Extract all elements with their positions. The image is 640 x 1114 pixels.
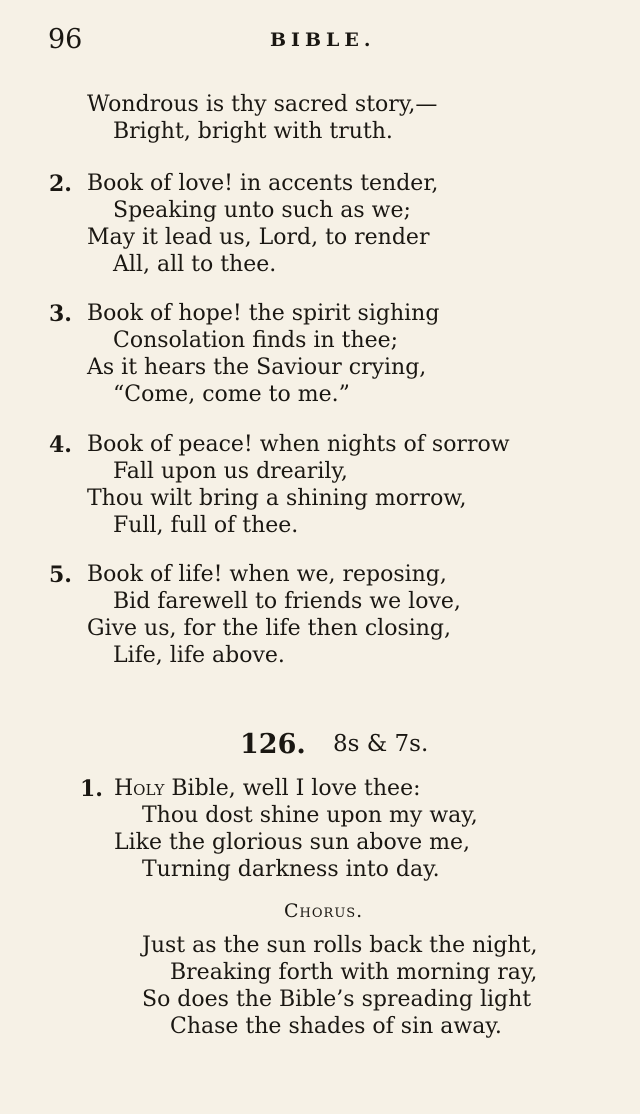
verse-line: Give us, for the life then closing, — [87, 616, 452, 641]
hymn-meter: 8s & 7s. — [333, 731, 429, 757]
chorus-line: Breaking forth with morning ray, — [170, 960, 538, 985]
chorus-label: Chorus. — [284, 900, 364, 922]
first-line-rest: Bible, well I love thee: — [164, 776, 421, 801]
page-number: 96 — [48, 24, 83, 55]
hymn-number: 126. — [240, 729, 306, 760]
verse-line: Book of peace! when nights of sorrow — [87, 432, 510, 457]
verse-line: Bid farewell to friends we love, — [113, 589, 461, 614]
verse-line: Thou wilt bring a shining morrow, — [87, 486, 467, 511]
verse-line: As it hears the Saviour crying, — [87, 355, 427, 380]
verse-line: Fall upon us drearily, — [113, 459, 348, 484]
verse-number: 5. — [49, 562, 72, 588]
verse-line: “Come, come to me.” — [113, 382, 350, 407]
verse-line: Book of love! in accents tender, — [87, 171, 439, 196]
verse-line: May it lead us, Lord, to render — [87, 225, 430, 250]
verse-line: Speaking unto such as we; — [113, 198, 411, 223]
verse-line: Full, full of thee. — [113, 513, 299, 538]
verse-line: Book of hope! the spirit sighing — [87, 301, 440, 326]
verse-line: Life, life above. — [113, 643, 285, 668]
verse-line: Wondrous is thy sacred story,— — [87, 92, 438, 117]
verse-line: Thou dost shine upon my way, — [142, 803, 478, 828]
verse-line — [114, 778, 421, 800]
chorus-line: Just as the sun rolls back the night, — [142, 933, 538, 958]
verse-line: Book of life! when we, reposing, — [87, 562, 447, 587]
verse-line: Turning darkness into day. — [142, 857, 440, 882]
verse-line: Consolation finds in thee; — [113, 328, 399, 353]
verse-number: 2. — [49, 171, 72, 197]
verse-line: All, all to thee. — [113, 252, 277, 277]
first-word: Holy — [114, 776, 165, 801]
verse-number: 4. — [49, 432, 72, 458]
verse-line: Like the glorious sun above me, — [114, 830, 471, 855]
verse-number: 1. — [80, 776, 103, 802]
chorus-line: So does the Bible’s spreading light — [142, 987, 532, 1012]
verse-line: Bright, bright with truth. — [113, 119, 393, 144]
running-title: BIBLE. — [270, 29, 376, 51]
chorus-line: Chase the shades of sin away. — [170, 1014, 502, 1039]
verse-number: 3. — [49, 301, 72, 327]
